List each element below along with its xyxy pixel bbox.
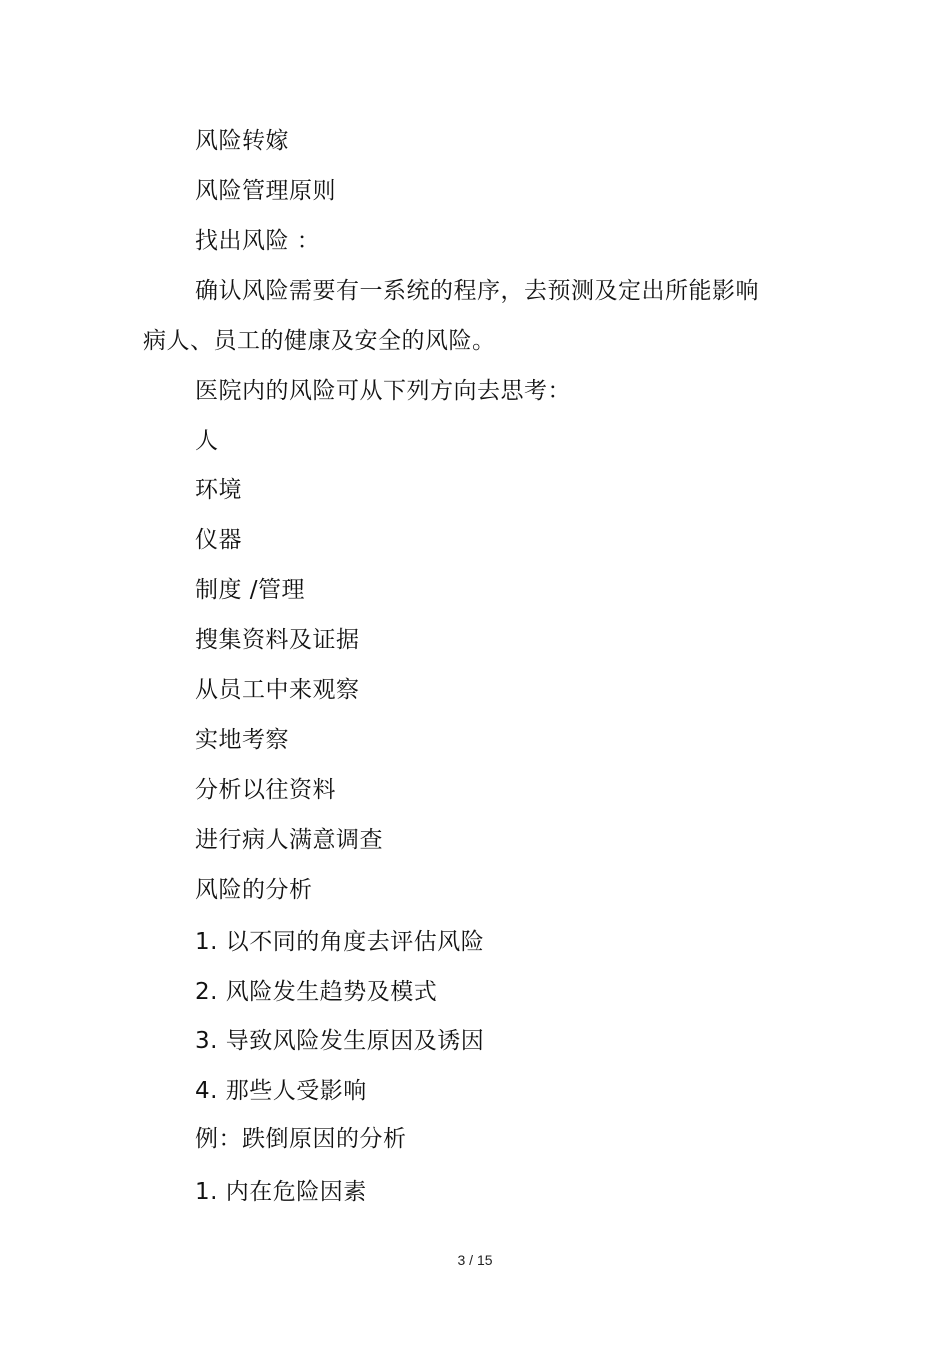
text-line: 医院内的风险可从下列方向去思考： (195, 378, 571, 404)
numbered-item: 1. 内在危险因素 (195, 1179, 367, 1205)
list-item: 实地考察 (195, 727, 289, 753)
list-item: 环境 (195, 477, 242, 503)
example-heading: 例：跌倒原因的分析 (195, 1126, 407, 1152)
numbered-item: 1. 以不同的角度去评估风险 (195, 929, 485, 955)
list-item: 仪器 (195, 527, 242, 553)
list-item: 人 (195, 428, 219, 454)
list-item: 从员工中来观察 (195, 677, 360, 703)
list-item: 进行病人满意调查 (195, 827, 383, 853)
numbered-item: 3. 导致风险发生原因及诱因 (195, 1028, 485, 1054)
text-line: 风险转嫁 (195, 128, 289, 154)
text-line: 风险管理原则 (195, 178, 336, 204)
section-heading: 风险的分析 (195, 877, 313, 903)
list-item: 制度 /管理 (195, 577, 306, 603)
section-heading: 搜集资料及证据 (195, 627, 360, 653)
page-number: 3 / 15 (457, 1252, 493, 1268)
list-item: 分析以往资料 (195, 777, 336, 803)
paragraph-continuation-line: 病人、员工的健康及安全的风险。 (143, 328, 496, 354)
numbered-item: 4. 那些人受影响 (195, 1078, 367, 1104)
text-line: 找出风险 ： (195, 228, 321, 254)
paragraph-first-line: 确认风险需要有一系统的程序，去预测及定出所能影响 (195, 278, 759, 304)
numbered-item: 2. 风险发生趋势及模式 (195, 979, 438, 1005)
